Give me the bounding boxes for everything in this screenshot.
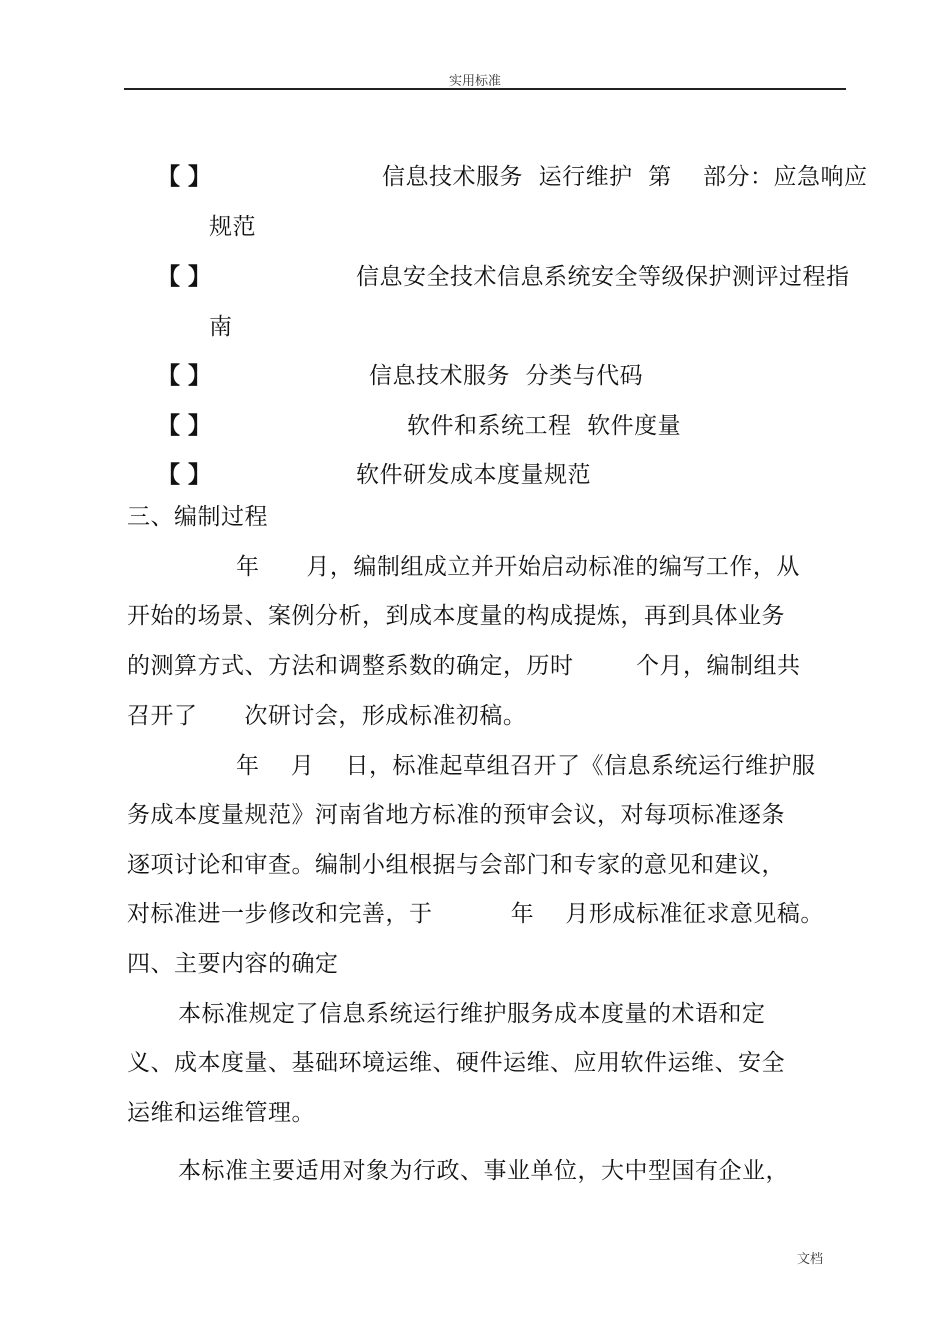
page-footer: 文档	[797, 1252, 824, 1267]
header-divider	[124, 88, 846, 90]
reference-title-continuation: 南	[209, 314, 233, 340]
reference-bracket: 【 】	[157, 264, 212, 290]
paragraph-line: 务成本度量规范》河南省地方标准的预审会议，对每项标准逐条	[127, 802, 785, 828]
paragraph-line: 义、成本度量、基础环境运维、硬件运维、应用软件运维、安全	[127, 1050, 785, 1076]
paragraph-line: 的测算方式、方法和调整系数的确定，历时 个月，编制组共	[127, 653, 801, 679]
paragraph-line: 开始的场景、案例分析，到成本度量的构成提炼，再到具体业务	[127, 603, 785, 629]
section-heading: 四、主要内容的确定	[127, 951, 339, 977]
reference-title: 软件和系统工程 软件度量	[407, 413, 682, 439]
reference-title: 软件研发成本度量规范	[356, 462, 591, 488]
paragraph-line: 召开了 次研讨会，形成标准初稿。	[127, 703, 527, 729]
reference-title: 信息技术服务 运行维护 第 部分：应急响应	[382, 164, 868, 190]
paragraph-line: 年 月，编制组成立并开始启动标准的编写工作，从	[236, 554, 800, 580]
reference-title: 信息安全技术信息系统安全等级保护测评过程指	[356, 264, 850, 290]
reference-title: 信息技术服务 分类与代码	[369, 363, 644, 389]
reference-bracket: 【 】	[157, 164, 212, 190]
reference-bracket: 【 】	[157, 462, 212, 488]
section-heading: 三、编制过程	[127, 504, 268, 530]
paragraph-line: 年 月 日，标准起草组召开了《信息系统运行维护服	[236, 753, 816, 779]
reference-bracket: 【 】	[157, 413, 212, 439]
reference-title-continuation: 规范	[209, 214, 256, 240]
paragraph-line: 运维和运维管理。	[127, 1100, 315, 1126]
paragraph-line: 本标准规定了信息系统运行维护服务成本度量的术语和定	[178, 1001, 766, 1027]
reference-bracket: 【 】	[157, 363, 212, 389]
page-header-title: 实用标准	[448, 74, 501, 89]
paragraph-line: 本标准主要适用对象为行政、事业单位，大中型国有企业，	[178, 1158, 789, 1184]
paragraph-line: 逐项讨论和审查。编制小组根据与会部门和专家的意见和建议，	[127, 852, 785, 878]
paragraph-line: 对标准进一步修改和完善，于 年 月形成标准征求意见稿。	[127, 901, 824, 927]
